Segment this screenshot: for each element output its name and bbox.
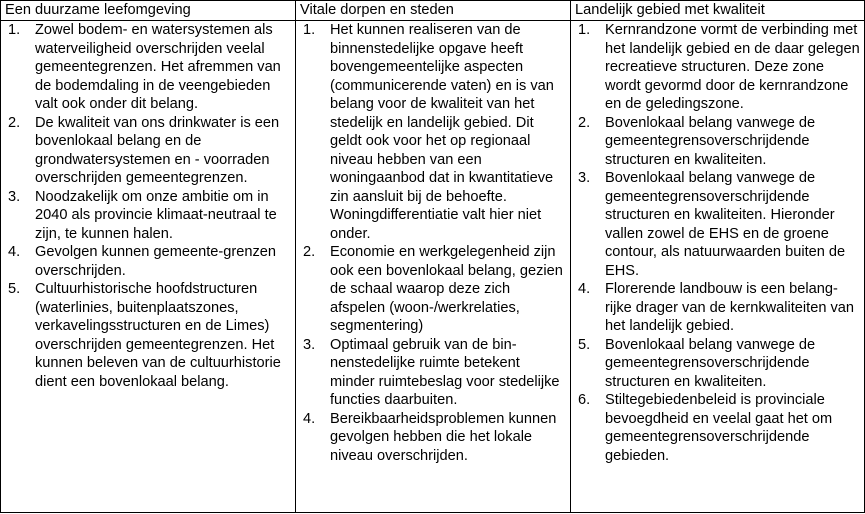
item-number: 6. (578, 392, 591, 408)
item-text: Bovenlokaal belang vanwege de gemeentegrensoverschrijdende structuren en kwaliteiten. (605, 336, 816, 390)
column-cell-leefomgeving (1, 21, 296, 513)
item-text: Stiltegebiedenbeleid is provinciale bevoegdheid en veelal gaat het om gemeentegrensoverschrijdende gebieden. (605, 392, 833, 464)
item-text: Economie en werkgelegenheid zijn ook een bovenlokaal belang, gezien de schaal waarop deze zich afspelen (woon-/werkrelaties, segmentering) (330, 244, 563, 334)
item-text: Bovenlokaal belang vanwege de gemeentegrensoverschrijdende structuren en kwaliteiten. Hieronder vallen zowel de EHS en de groene contour, als natuurwaarden buiten de EHS. (605, 170, 846, 279)
column-header-landelijk-gebied: Landelijk gebied met kwaliteit (571, 1, 865, 21)
item-number: 3. (303, 336, 316, 353)
list-item (575, 280, 860, 336)
item-text: Optimaal gebruik van de bin-nenstedelijke ruimte betekent minder ruimtebeslag voor stedelijke functies daarbuiten. (330, 336, 560, 408)
item-list (575, 21, 860, 465)
list-item (300, 336, 566, 410)
item-number: 1. (8, 22, 21, 38)
list-item (575, 21, 860, 114)
item-text: Cultuurhistorische hoofdstructuren (waterlinies, buitenplaatszones, verkavelingsstructuren en de Limes) overschrijden gemeentegrenzen. Het kunnen beleven van de cultuurhistorie dient een bovenlokaal belang. (35, 281, 281, 390)
list-item (5, 280, 291, 391)
column-header-dorpen-steden: Vitale dorpen en steden (296, 1, 571, 21)
item-text: Gevolgen kunnen gemeente-grenzen overschrijden. (35, 244, 276, 279)
item-text: Het kunnen realiseren van de binnenstedelijke opgave heeft bovengemeentelijke aspecten (communicerende vaten) en is van belang voor de kwaliteit van het stedelijk en landelijk gebied. Dit geldt ook voor het op regionaal niveau hebben van een woningaanbod dat in kwantitatieve zin aansluit bij de behoefte. Woningdifferentiatie valt hier niet onder. (330, 22, 554, 242)
list-item (300, 410, 566, 466)
item-text: Florerende landbouw is een belang-rijke drager van de kernkwaliteiten van het landelijk gebied. (605, 281, 855, 334)
item-number: 4. (303, 410, 316, 427)
item-text: Bereikbaarheidsproblemen kunnen gevolgen hebben die het lokale niveau overschrijden. (330, 410, 557, 464)
item-text: Zowel bodem- en watersystemen als waterveiligheid overschrijden veelal gemeentegrenzen. Het afremmen van de bodemdaling in de veengebieden valt ook onder dit belang. (35, 22, 281, 112)
item-number: 3. (578, 170, 591, 186)
item-list (300, 21, 566, 465)
item-number: 4. (8, 244, 21, 260)
list-item (5, 188, 291, 244)
column-header-leefomgeving: Een duurzame leefomgeving (1, 1, 296, 21)
list-item (5, 21, 291, 114)
list-item (575, 114, 860, 170)
item-number: 5. (8, 281, 21, 297)
item-number: 2. (303, 244, 316, 260)
content-row (1, 21, 865, 513)
item-number: 2. (8, 114, 21, 131)
column-cell-landelijk-gebied (571, 21, 865, 513)
header-row (1, 1, 865, 21)
item-text: Bovenlokaal belang vanwege de gemeentegrensoverschrijdende structuren en kwaliteiten. (605, 114, 816, 168)
item-number: 3. (8, 188, 21, 205)
list-item (575, 169, 860, 280)
item-list (5, 21, 291, 391)
column-cell-dorpen-steden (296, 21, 571, 513)
item-number: 5. (578, 336, 591, 353)
item-number: 1. (578, 22, 591, 38)
item-text: De kwaliteit van ons drinkwater is een bovenlokaal belang en de grondwatersystemen en - voorraden overschrijden gemeentegrenzen. (35, 114, 280, 186)
list-item (575, 336, 860, 392)
list-item (5, 243, 291, 280)
item-number: 1. (303, 22, 316, 38)
item-text: Kernrandzone vormt de verbinding met het landelijk gebied en de daar gelegen recreatieve structuren. Deze zone wordt gevormd door de kernrandzone en de geledingszone. (605, 22, 860, 112)
list-item (5, 114, 291, 188)
list-item (300, 243, 566, 336)
item-text: Noodzakelijk om onze ambitie om in 2040 als provincie klimaat-neutraal te zijn, te kunnen halen. (35, 188, 277, 242)
item-number: 2. (578, 114, 591, 131)
list-item (575, 391, 860, 465)
list-item (300, 21, 566, 243)
item-number: 4. (578, 281, 591, 297)
